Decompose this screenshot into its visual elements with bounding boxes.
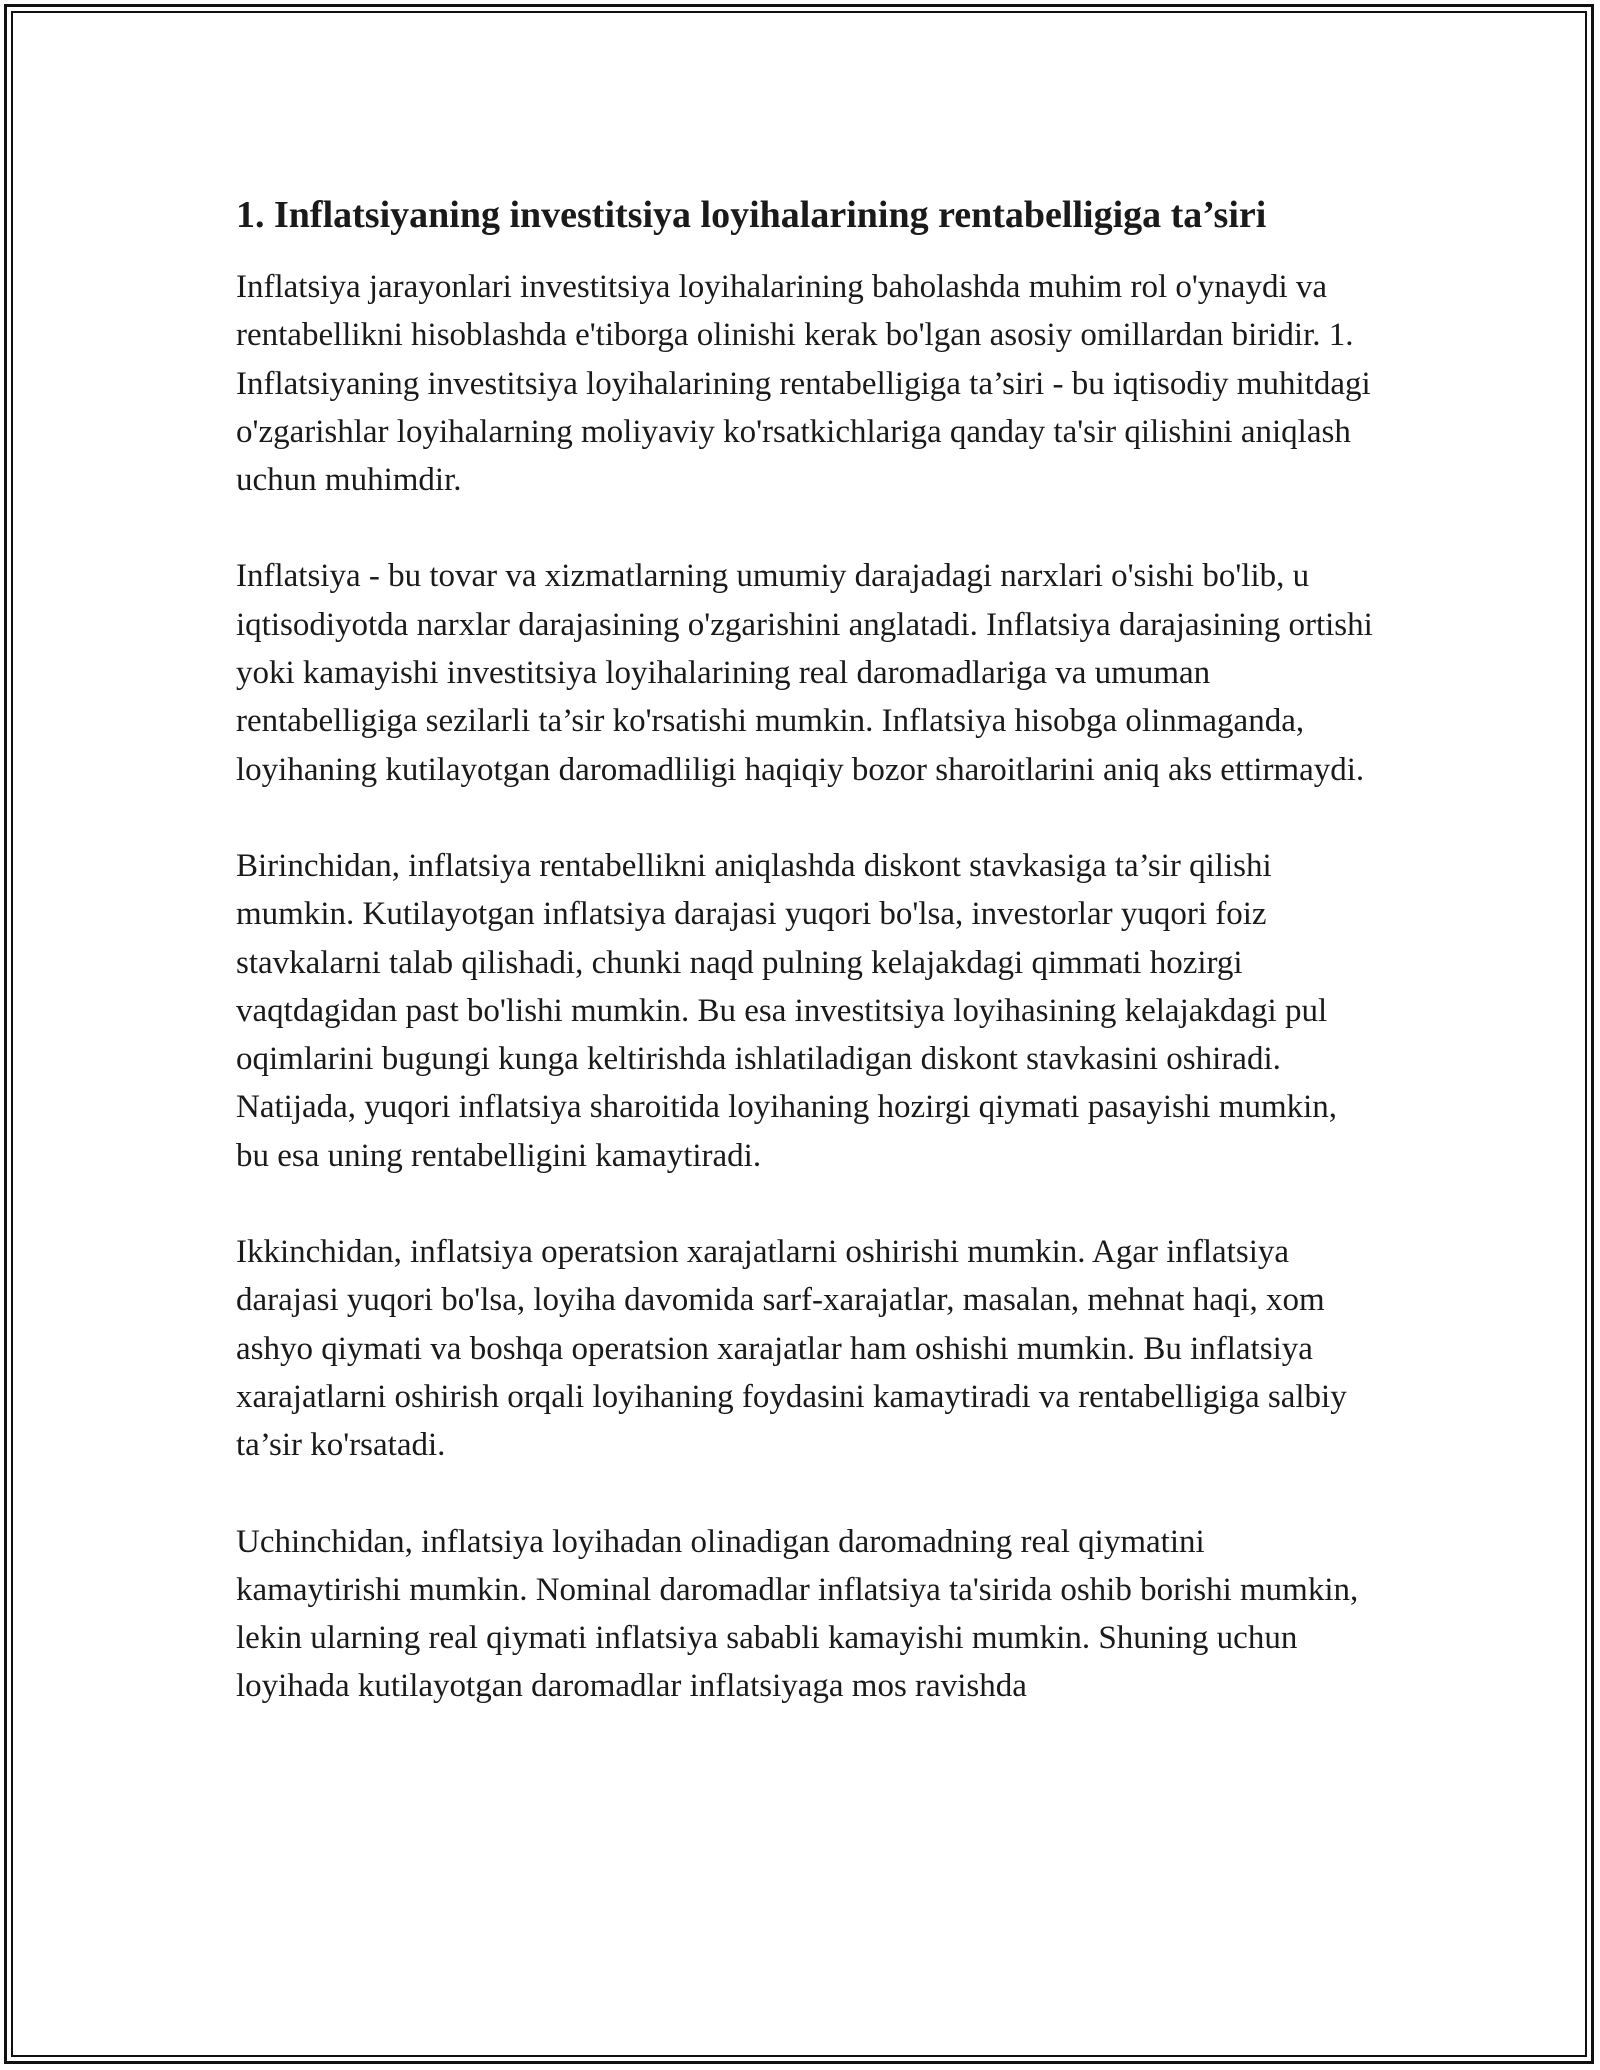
paragraph-1: Inflatsiya jarayonlari investitsiya loyihalarining baholashda muhim rol o'ynaydi va rentabellikni hisoblashda e'tiborga olinishi kerak bo'lgan asosiy omillardan biridir. 1. Inflatsiyaning investitsiya loyihalarining rentabelligiga ta’siri - bu iqtisodiy muhitdagi o'zgarishlar loyihalarning moliyaviy ko'rsatkichlariga qanday ta'sir qilishini aniqlash uchun muhimdir. [236, 269, 1371, 499]
paragraph-3: Birinchidan, inflatsiya rentabellikni aniqlashda diskont stavkasiga ta’sir qilishi mumkin. Kutilayotgan inflatsiya darajasi yuqori bo'lsa, investorlar yuqori foiz stavkalarni talab qilishadi, chunki naqd pulning kelajakdagi qimmati hozirgi vaqtdagidan past bo'lishi mumkin. Bu esa investitsiya loyihasining kelajakdagi pul oqimlarini bugungi kunga keltirishda ishlatiladigan diskont stavkasini oshiradi. Natijada, yuqori inflatsiya sharoitida loyihaning hozirgi qiymati pasayishi mumkin, bu esa uning rentabelligini kamaytiradi. [236, 847, 1338, 1174]
paragraph-4: Ikkinchidan, inflatsiya operatsion xarajatlarni oshirishi mumkin. Agar inflatsiya darajasi yuqori bo'lsa, loyiha davomida sarf-xarajatlar, masalan, mehnat haqi, xom ashyo qiymati va boshqa operatsion xarajatlar ham oshishi mumkin. Bu inflatsiya xarajatlarni oshirish orqali loyihaning foydasini kamaytiradi va rentabelligiga salbiy ta’sir ko'rsatadi. [236, 1234, 1347, 1464]
paragraph-2: Inflatsiya - bu tovar va xizmatlarning umumiy darajadagi narxlari o'sishi bo'lib, u iqtisodiyotda narxlar darajasining o'zgarishini anglatadi. Inflatsiya darajasining ortishi yoki kamayishi investitsiya loyihalarining real daromadlariga va umuman rentabelligiga sezilarli ta’sir ko'rsatishi mumkin. Inflatsiya hisobga olinmaganda, loyihaning kutilayotgan daromadliligi haqiqiy bozor sharoitlarini aniq aks ettirmaydi. [236, 558, 1373, 788]
document-body [236, 188, 1376, 1759]
paragraph-5: Uchinchidan, inflatsiya loyihadan olinadigan daromadning real qiymatini kamaytirishi mumkin. Nominal daromadlar inflatsiya ta'sirida oshib borishi mumkin, lekin ularning real qiymati inflatsiya sababli kamayishi mumkin. Shuning uchun loyihada kutilayotgan daromadlar inflatsiyaga mos ravishda [236, 1523, 1359, 1705]
document-title: 1. Inflatsiyaning investitsiya loyihalarining rentabelligiga ta’siri [236, 194, 1267, 236]
